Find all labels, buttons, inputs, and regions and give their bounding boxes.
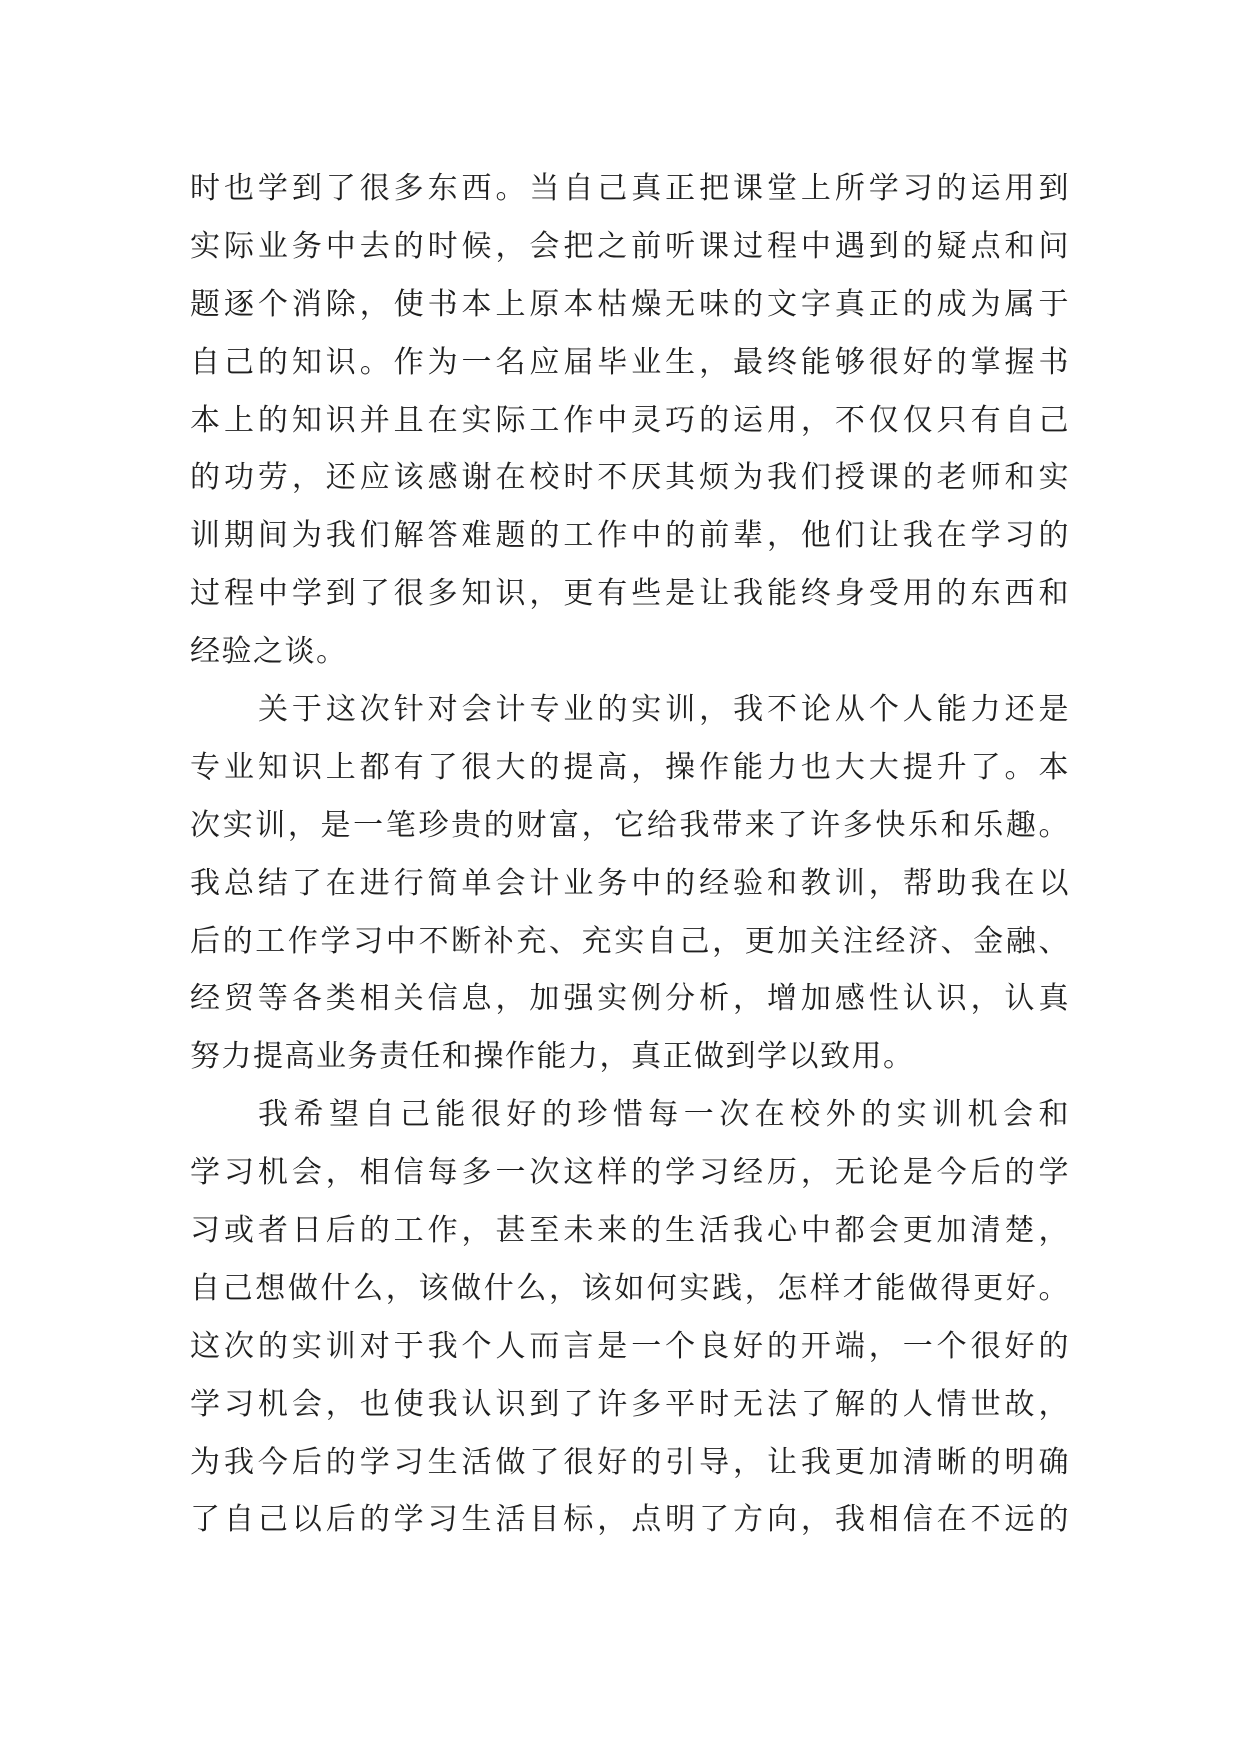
paragraph-2 xyxy=(190,681,1070,1086)
text-line: 的功劳，还应该感谢在校时不厌其烦为我们授课的老师和实 xyxy=(190,460,1070,496)
text-line: 学习机会，相信每多一次这样的学习经历，无论是今后的学 xyxy=(190,1155,1070,1191)
text-line: 了自己以后的学习生活目标，点明了方向，我相信在不远的 xyxy=(190,1502,1070,1538)
text-line: 我总结了在进行简单会计业务中的经验和教训，帮助我在以 xyxy=(190,865,1070,901)
text-line: 我希望自己能很好的珍惜每一次在校外的实训机会和 xyxy=(258,1097,1070,1133)
text-line: 训期间为我们解答难题的工作中的前辈，他们让我在学习的 xyxy=(190,518,1070,554)
text-line: 时也学到了很多东西。当自己真正把课堂上所学习的运用到 xyxy=(190,171,1070,206)
text-line: 题逐个消除，使书本上原本枯燥无味的文字真正的成为属于 xyxy=(190,286,1070,322)
text-line: 本上的知识并且在实际工作中灵巧的运用，不仅仅只有自己 xyxy=(190,402,1070,438)
text-line: 自己想做什么，该做什么，该如何实践，怎样才能做得更好。 xyxy=(190,1270,1070,1306)
text-line: 经验之谈。 xyxy=(190,634,348,670)
paragraph-1 xyxy=(190,160,1070,681)
text-line: 专业知识上都有了很大的提高，操作能力也大大提升了。本 xyxy=(190,749,1070,785)
text-line: 过程中学到了很多知识，更有些是让我能终身受用的东西和 xyxy=(190,576,1070,612)
text-line: 自己的知识。作为一名应届毕业生，最终能够很好的掌握书 xyxy=(190,344,1070,380)
text-line: 努力提高业务责任和操作能力，真正做到学以致用。 xyxy=(190,1039,915,1075)
text-line: 为我今后的学习生活做了很好的引导，让我更加清晰的明确 xyxy=(190,1444,1070,1480)
text-line: 次实训，是一笔珍贵的财富，它给我带来了许多快乐和乐趣。 xyxy=(190,807,1070,843)
text-line: 经贸等各类相关信息，加强实例分析，增加感性认识，认真 xyxy=(190,981,1070,1017)
text-line: 习或者日后的工作，甚至未来的生活我心中都会更加清楚， xyxy=(190,1213,1070,1249)
text-line: 学习机会，也使我认识到了许多平时无法了解的人情世故， xyxy=(190,1386,1070,1422)
document-body xyxy=(190,160,1070,1549)
text-line: 后的工作学习中不断补充、充实自己，更加关注经济、金融、 xyxy=(190,923,1070,959)
text-line: 这次的实训对于我个人而言是一个良好的开端，一个很好的 xyxy=(190,1328,1070,1364)
text-line: 关于这次针对会计专业的实训，我不论从个人能力还是 xyxy=(258,692,1070,728)
paragraph-3 xyxy=(190,1086,1070,1549)
text-line: 实际业务中去的时候，会把之前听课过程中遇到的疑点和问 xyxy=(190,228,1070,264)
